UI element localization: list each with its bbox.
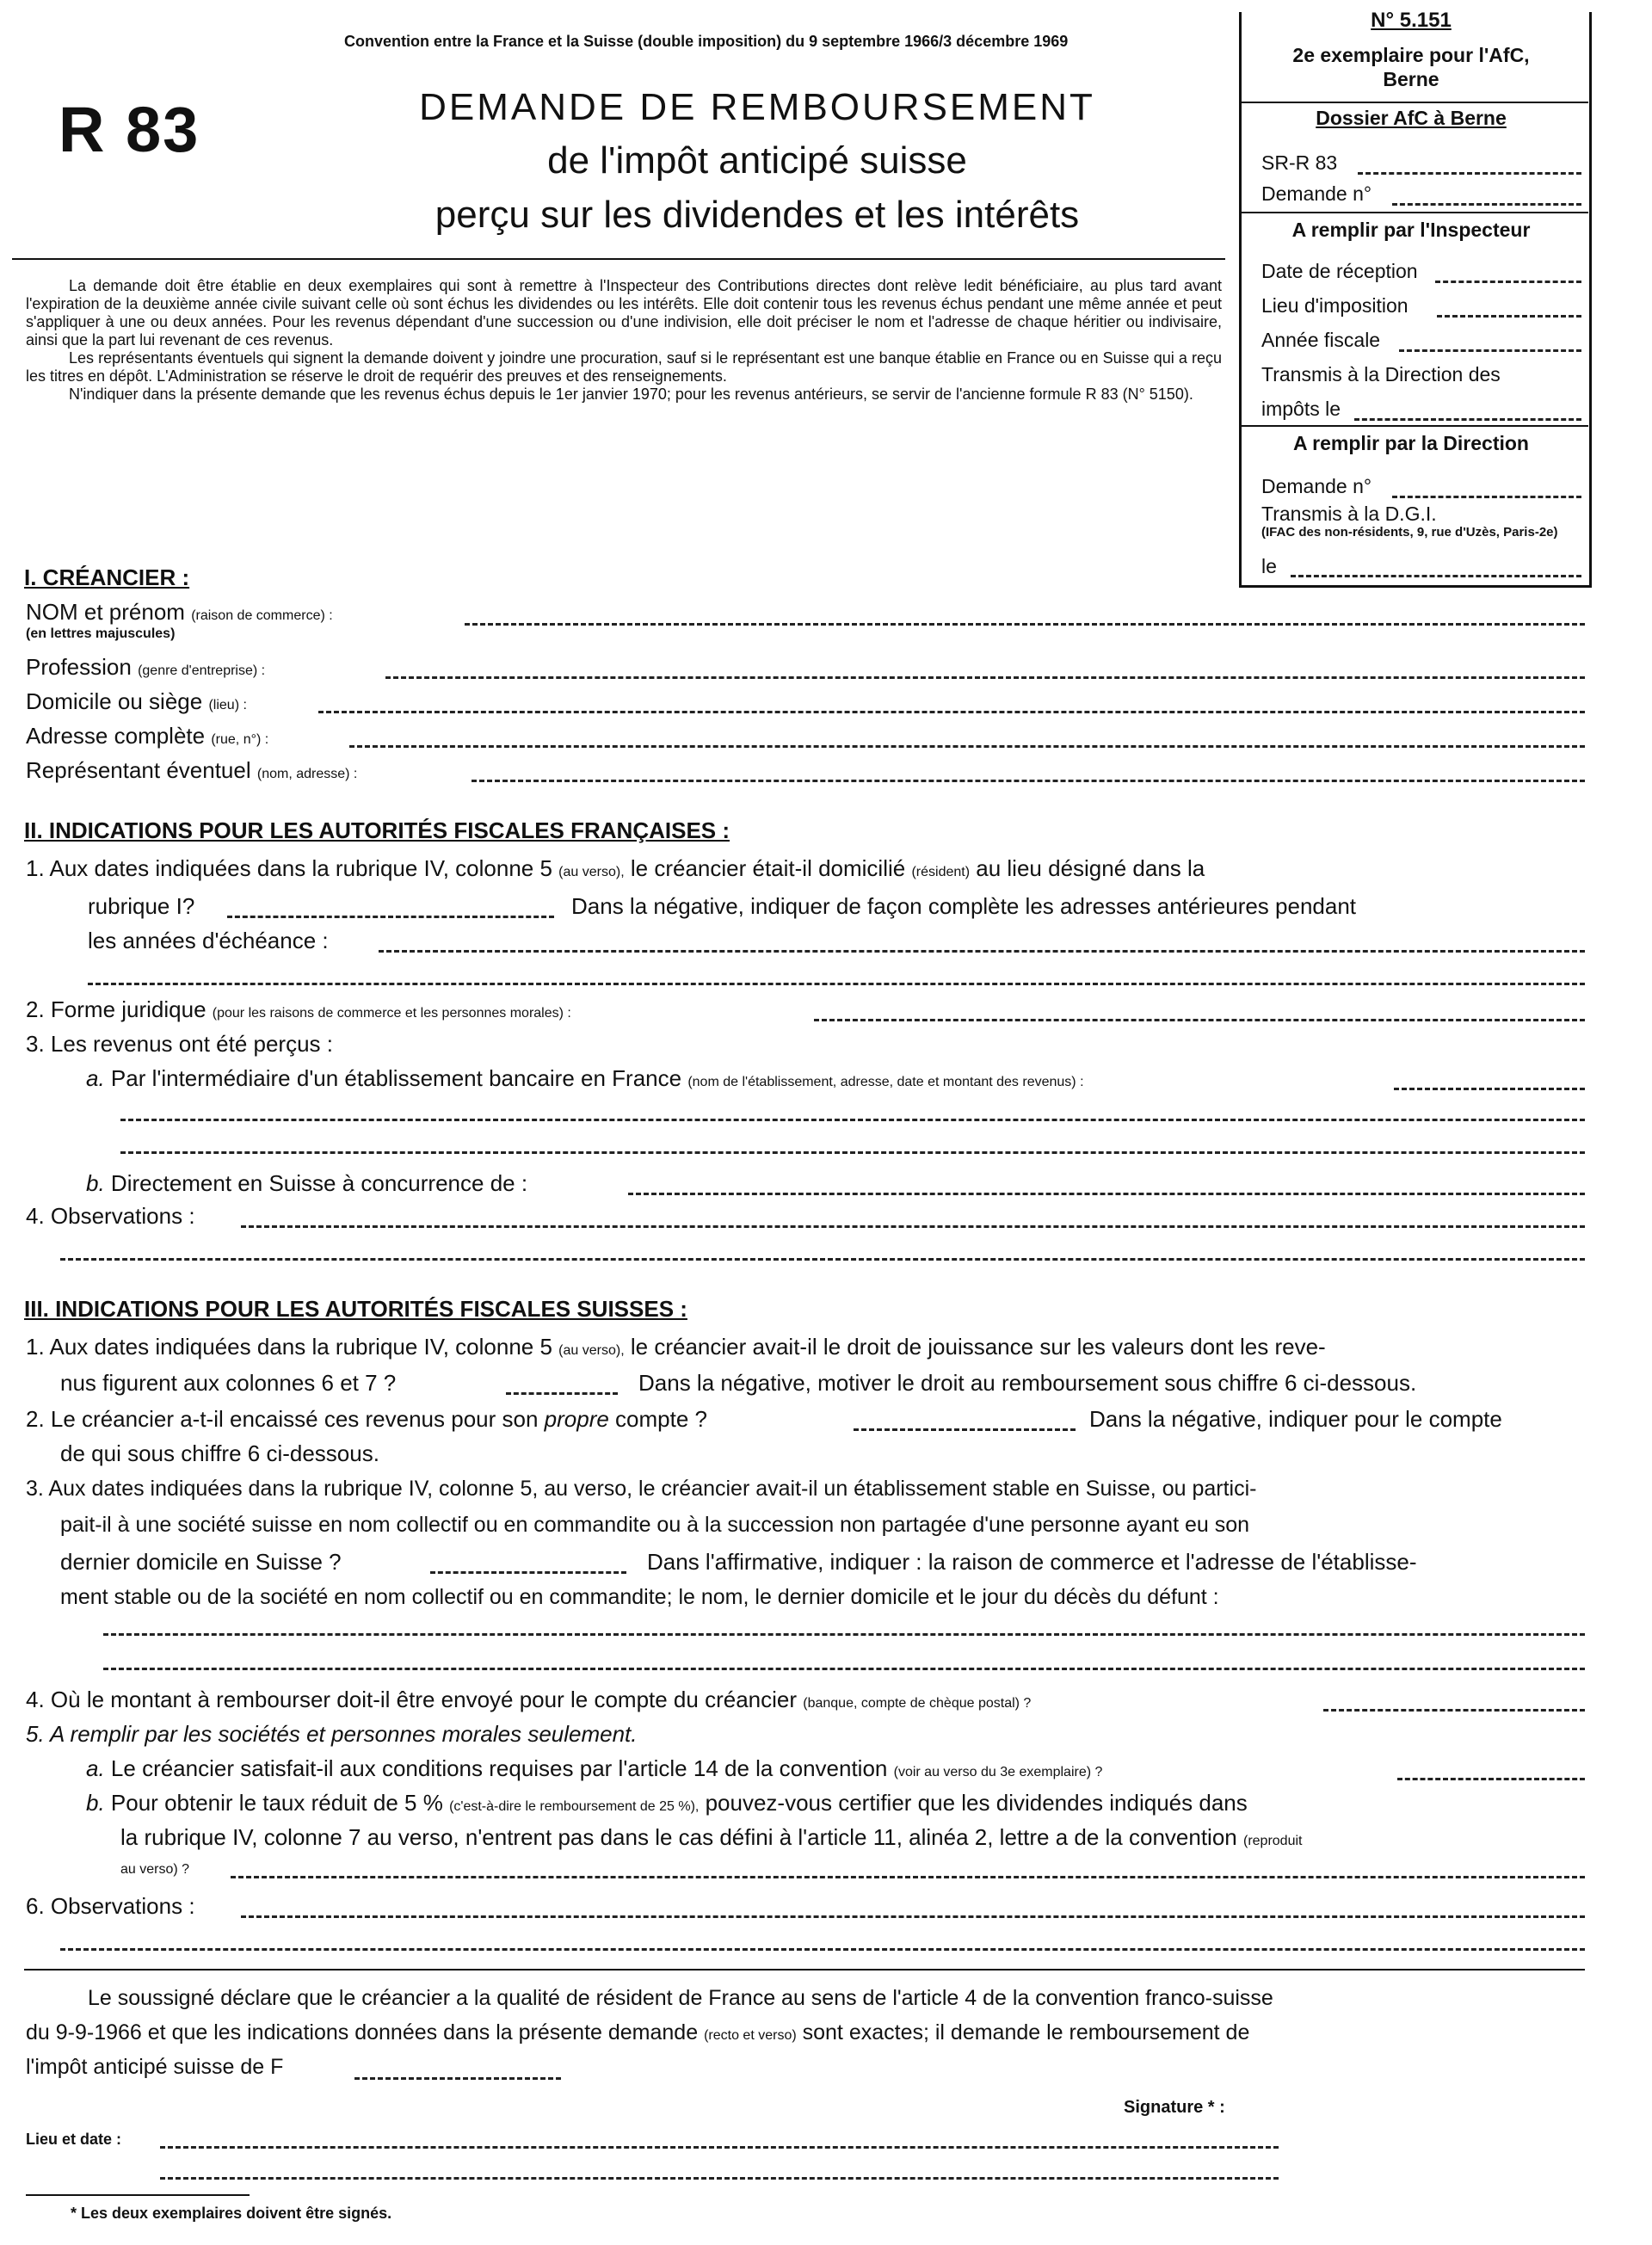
s3-q5b-letter: b.	[86, 1790, 105, 1816]
s3-q4-note: (banque, compte de chèque postal) ?	[803, 1696, 1032, 1711]
copy-indicator: 2e exemplaire pour l'AfC, Berne	[1292, 44, 1530, 90]
le-label: le	[1261, 555, 1277, 577]
s3-q5b-note-3: (reproduit	[1243, 1834, 1303, 1848]
representant-field[interactable]	[472, 780, 1585, 782]
s2-q1-text-c: au lieu désigné dans la	[976, 855, 1205, 881]
s3-q2-text-a: 2. Le créancier a-t-il encaissé ces revenus pour son	[26, 1406, 539, 1432]
srr-label: SR-R 83	[1261, 151, 1338, 174]
s2-q3a-field-2[interactable]	[120, 1119, 1585, 1121]
s2-q3b-label	[86, 1170, 527, 1197]
s2-q1-text-b: le créancier était-il domicilié	[630, 855, 906, 881]
lieu-imposition-label: Lieu d'imposition	[1261, 294, 1409, 317]
s3-q1-text-a: 1. Aux dates indiquées dans la rubrique IV, colonne 5	[26, 1334, 552, 1360]
s2-q1-note-b: (résident)	[911, 865, 971, 879]
s3-q3-line1: 3. Aux dates indiquées dans la rubrique IV, colonne 5, au verso, le créancier avait-il un établissement stable en Suisse, ou partici-	[26, 1477, 1257, 1501]
direction-heading: A remplir par la Direction	[1293, 432, 1529, 454]
amount-field[interactable]	[354, 2077, 561, 2080]
s2-q3a-label	[86, 1065, 1084, 1092]
section-2-title: II. INDICATIONS POUR LES AUTORITÉS FISCALES FRANÇAISES :	[24, 817, 730, 843]
s2-q3a-text: Par l'intermédiaire d'un établissement bancaire en France	[110, 1065, 682, 1091]
adresse-label-text: Adresse complète	[26, 723, 206, 749]
s3-q5b-line3: au verso) ?	[120, 1862, 190, 1877]
adresse-field[interactable]	[349, 745, 1585, 748]
representant-note: (nom, adresse) :	[256, 767, 358, 781]
section-1-title: I. CRÉANCIER :	[24, 564, 190, 590]
impots-le-field[interactable]	[1354, 418, 1581, 421]
le-field[interactable]	[1291, 575, 1581, 577]
annee-fiscale-field[interactable]	[1399, 349, 1581, 352]
s3-q1-line2: nus figurent aux colonnes 6 et 7 ?	[60, 1370, 397, 1396]
annee-fiscale-label: Année fiscale	[1261, 329, 1381, 351]
s2-q3b-letter: b.	[86, 1170, 105, 1196]
instructions	[26, 277, 1222, 404]
dossier-label: Dossier AfC à Berne	[1316, 107, 1507, 129]
adresse-label	[26, 723, 268, 749]
convention-reference: Convention entre la France et la Suisse (double imposition) du 9 septembre 1966/3 décembre 1969	[344, 33, 1069, 50]
transmis-direction-label: Transmis à la Direction des	[1261, 363, 1501, 385]
s3-q3-line3: dernier domicile en Suisse ?	[60, 1549, 342, 1575]
s3-q5b-field[interactable]	[231, 1876, 1585, 1878]
s2-q3a-field-3[interactable]	[120, 1151, 1585, 1154]
s3-q5b-text-2: pouvez-vous certifier que les dividendes indiqués dans	[705, 1790, 1248, 1816]
declaration-note: (recto et verso)	[704, 2028, 797, 2043]
s3-q6-field[interactable]	[241, 1915, 1585, 1918]
s2-q1-line1	[26, 855, 1205, 882]
s2-q1-answer-field[interactable]	[227, 916, 554, 918]
s2-q1-annees: les années d'échéance :	[88, 928, 329, 953]
s2-q3b-text: Directement en Suisse à concurrence de :	[110, 1170, 528, 1196]
s3-q2-emphasis: propre	[544, 1406, 609, 1432]
s3-q3-answer-field[interactable]	[430, 1571, 626, 1574]
instructions-p1: La demande doit être établie en deux exemplaires qui sont à remettre à l'Inspecteur des Contributions directes dont relève ledit bénéficiaire, au plus tard avant l'expiration de la deuxième année civile suivant celle où sont échus les dividendes ou les intérêts. Elle doit contenir tous les revenus échus pendant une même année et peut s'appliquer à une ou deux années. Pour les revenus dépendant d'une succession ou d'une indivision, elle doit préciser le nom et l'adresse de chaque héritier ou indivisaire, ainsi que la part lui revenant de ces revenus.	[26, 277, 1222, 348]
s3-q4-text: 4. Où le montant à rembourser doit-il être envoyé pour le compte du créancier	[26, 1687, 798, 1712]
domicile-label	[26, 688, 247, 715]
adresse-note: (rue, n°) :	[211, 732, 269, 747]
s2-q1-note-a: (au verso),	[558, 865, 625, 879]
demande2-field[interactable]	[1392, 496, 1581, 498]
s3-q1-negative: Dans la négative, motiver le droit au remboursement sous chiffre 6 ci-dessous.	[638, 1370, 1417, 1396]
s3-q4-field[interactable]	[1323, 1709, 1585, 1712]
s3-q1-answer-field[interactable]	[506, 1392, 618, 1395]
nom-label	[26, 599, 333, 626]
section-3-title: III. INDICATIONS POUR LES AUTORITÉS FISCALES SUISSES :	[24, 1296, 687, 1322]
s3-q2-answer-field[interactable]	[854, 1428, 1076, 1431]
demande-field[interactable]	[1392, 203, 1581, 206]
s3-q6-label: 6. Observations :	[26, 1893, 195, 1919]
s3-q5b-text-1: Pour obtenir le taux réduit de 5 %	[110, 1790, 443, 1816]
s3-q5a-note: (voir au verso du 3e exemplaire) ?	[893, 1765, 1103, 1779]
date-reception-field[interactable]	[1435, 281, 1581, 283]
declaration-text-b: sont exactes; il demande le remboursement de	[802, 2020, 1250, 2045]
nom-note: (raison de commerce) :	[191, 608, 333, 623]
form-code: R 83	[59, 94, 200, 165]
s3-q2-line2: de qui sous chiffre 6 ci-dessous.	[60, 1440, 379, 1466]
form-subtitle-1: de l'impôt anticipé suisse	[547, 139, 967, 182]
transmis-dgi-label: Transmis à la D.G.I.	[1261, 503, 1437, 525]
representant-label	[26, 757, 357, 784]
demande2-label: Demande n°	[1261, 475, 1372, 497]
domicile-label-text: Domicile ou siège	[26, 688, 203, 714]
s2-q3-label: 3. Les revenus ont été perçus :	[26, 1031, 333, 1057]
s3-q5a-text: Le créancier satisfait-il aux conditions requises par l'article 14 de la convention	[110, 1755, 888, 1781]
s3-q5a-label	[86, 1755, 1102, 1782]
s3-q5b-note-1: (c'est-à-dire le remboursement de 25 %),	[449, 1799, 700, 1814]
s3-q5a-field[interactable]	[1397, 1778, 1585, 1780]
form-title: DEMANDE DE REMBOURSEMENT	[419, 86, 1095, 128]
declaration-line3: l'impôt anticipé suisse de F	[26, 2055, 284, 2079]
s3-q3-affirmative: Dans l'affirmative, indiquer : la raison de commerce et l'adresse de l'établisse-	[647, 1549, 1417, 1575]
s2-q1-text-a: 1. Aux dates indiquées dans la rubrique IV, colonne 5	[26, 855, 552, 881]
s2-q3a-field[interactable]	[1394, 1088, 1585, 1090]
form-number: N° 5.151	[1371, 9, 1452, 32]
s2-q1-rubrique: rubrique I?	[88, 893, 195, 919]
form-subtitle-2: perçu sur les dividendes et les intérêts	[435, 194, 1080, 236]
s2-q4-field-2[interactable]	[60, 1258, 1585, 1261]
profession-field[interactable]	[385, 676, 1585, 679]
s2-q2-text: 2. Forme juridique	[26, 996, 206, 1022]
demande-label: Demande n°	[1261, 182, 1372, 205]
s2-q1-negative: Dans la négative, indiquer de façon complète les adresses antérieures pendant	[571, 893, 1357, 919]
s2-q3a-letter: a.	[86, 1065, 105, 1091]
s2-q3a-note: (nom de l'établissement, adresse, date et montant des revenus) :	[687, 1075, 1084, 1089]
representant-label-text: Représentant éventuel	[26, 757, 251, 783]
s3-q2-negative: Dans la négative, indiquer pour le compte	[1089, 1406, 1502, 1432]
s2-q1-adresses-field[interactable]	[379, 950, 1585, 953]
s3-q5a-letter: a.	[86, 1755, 105, 1781]
s3-q1-note-a: (au verso),	[558, 1343, 625, 1358]
inspecteur-heading: A remplir par l'Inspecteur	[1291, 219, 1531, 241]
s2-q2-label	[26, 996, 571, 1023]
s2-q2-note: (pour les raisons de commerce et les personnes morales) :	[212, 1006, 571, 1021]
date-reception-label: Date de réception	[1261, 260, 1418, 282]
s3-q3-line4: ment stable ou de la société en nom collectif ou en commandite; le nom, le dernier domicile et le jour du décès du défunt :	[60, 1585, 1219, 1609]
s3-q5-label: 5. A remplir par les sociétés et personnes morales seulement.	[26, 1721, 638, 1747]
declaration-line1: Le soussigné déclare que le créancier a la qualité de résident de France au sens de l'article 4 de la convention franco-suisse	[88, 1986, 1273, 2010]
s3-q3-line2: pait-il à une société suisse en nom collectif ou en commandite ou à la succession non partagée d'une personne ayant eu son	[60, 1513, 1250, 1537]
impots-le-label: impôts le	[1261, 398, 1341, 420]
profession-label	[26, 654, 265, 681]
lieu-imposition-field[interactable]	[1437, 315, 1581, 318]
s2-q2-field[interactable]	[814, 1019, 1585, 1021]
s2-q1-adresses-field-2[interactable]	[88, 983, 1585, 985]
declaration-text-a: du 9-9-1966 et que les indications données dans la présente demande	[26, 2020, 699, 2045]
domicile-note: (lieu) :	[208, 698, 247, 712]
s3-q2-line1	[26, 1406, 707, 1433]
s2-q4-field[interactable]	[241, 1225, 1585, 1228]
s3-q4-label	[26, 1687, 1031, 1713]
nom-sublabel: (en lettres majuscules)	[26, 626, 176, 641]
s3-q1-text-b: le créancier avait-il le droit de jouissance sur les valeurs dont les reve-	[630, 1334, 1326, 1360]
lieu-date-field-2[interactable]	[160, 2177, 1279, 2180]
domicile-field[interactable]	[318, 711, 1585, 713]
lieu-date-field[interactable]	[160, 2146, 1279, 2149]
lieu-date-label: Lieu et date :	[26, 2131, 122, 2148]
s3-q5b-line2	[120, 1824, 1302, 1851]
s2-q3b-field[interactable]	[628, 1193, 1585, 1195]
nom-field[interactable]	[465, 623, 1585, 626]
dgi-address: (IFAC des non-résidents, 9, rue d'Uzès, Paris-2e)	[1261, 525, 1558, 540]
declaration-line2	[26, 2020, 1249, 2045]
s3-q1-line1	[26, 1334, 1326, 1360]
instructions-p3: N'indiquer dans la présente demande que les revenus échus depuis le 1er janvier 1970; pour les revenus antérieurs, se servir de l'ancienne formule R 83 (N° 5150).	[69, 385, 1193, 403]
s3-q3-details-field[interactable]	[103, 1633, 1585, 1636]
s3-q2-text-b: compte ?	[615, 1406, 707, 1432]
s2-q4-label: 4. Observations :	[26, 1203, 195, 1229]
s3-q5b-line1	[86, 1790, 1248, 1816]
srr-field[interactable]	[1358, 172, 1581, 175]
profession-label-text: Profession	[26, 654, 132, 680]
s3-q5b-text-3: la rubrique IV, colonne 7 au verso, n'entrent pas dans le cas défini à l'article 11, alinéa 2, lettre a de la convention	[120, 1824, 1237, 1850]
signature-label: Signature * :	[1124, 2098, 1225, 2117]
s3-q6-field-2[interactable]	[60, 1948, 1585, 1951]
profession-note: (genre d'entreprise) :	[138, 663, 266, 678]
instructions-p2: Les représentants éventuels qui signent la demande doivent y joindre une procuration, sauf si le représentant est une banque établie en France ou en Suisse qui a reçu les titres en dépôt. L'Administration se réserve le droit de requérir des preuves et des renseignements.	[26, 349, 1222, 385]
nom-label-text: NOM et prénom	[26, 599, 185, 625]
footnote: * Les deux exemplaires doivent être signés.	[71, 2205, 392, 2222]
s3-q3-details-field-2[interactable]	[103, 1668, 1585, 1670]
